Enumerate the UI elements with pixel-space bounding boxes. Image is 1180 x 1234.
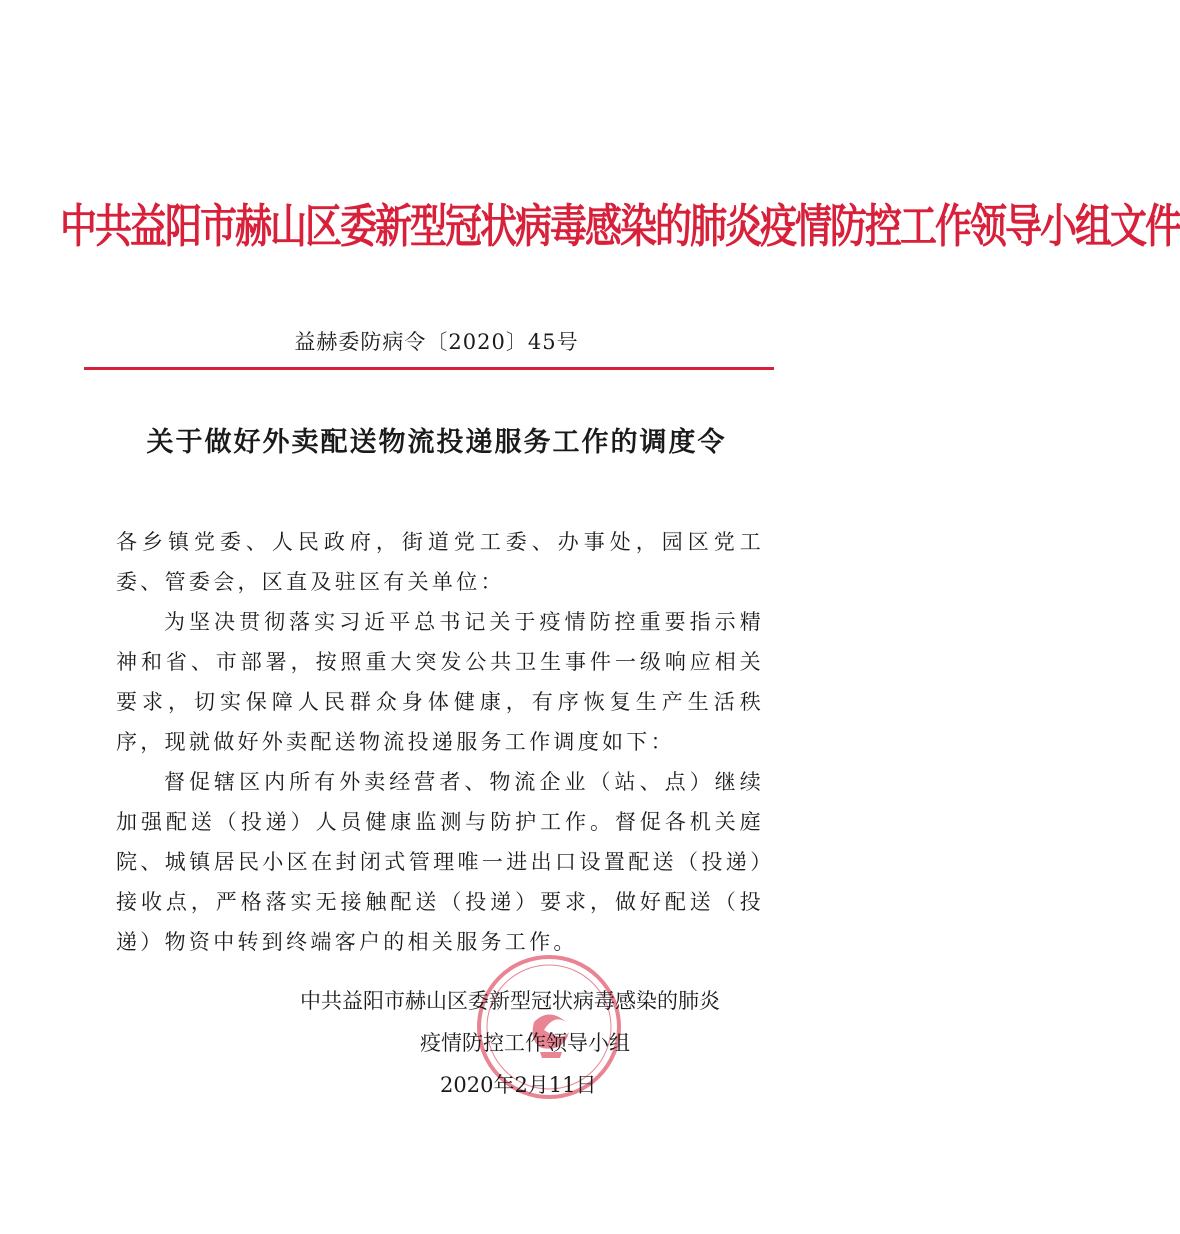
signature-date: 2020年2月11日	[440, 1073, 597, 1097]
body-paragraph-2: 督促辖区内所有外卖经营者、物流企业（站、点）继续加强配送（投递）人员健康监测与防护工作。督促各机关庭院、城镇居民小区在封闭式管理唯一进出口设置配送（投递）接收点，严格落实无接触配送（投递）要求，做好配送（投递）物资中转到终端客户的相关服务工作。	[116, 770, 764, 954]
document-body	[116, 522, 764, 962]
org-header-title: 中共益阳市赫山区委新型冠状病毒感染的肺炎疫情防控工作领导小组文件	[60, 198, 1180, 253]
signature-org-line1: 中共益阳市赫山区委新型冠状病毒感染的肺炎	[300, 989, 720, 1013]
recipients-line: 各乡镇党委、人民政府，街道党工委、办事处，园区党工委、管委会，区直及驻区有关单位：	[116, 530, 764, 594]
signature-block	[300, 980, 760, 1106]
signature-org-line2: 疫情防控工作领导小组	[420, 1031, 630, 1055]
document-number: 益赫委防病令〔2020〕45号	[294, 330, 579, 354]
document-title: 关于做好外卖配送物流投递服务工作的调度令	[146, 427, 727, 458]
red-divider-line	[84, 367, 774, 370]
body-paragraph-1: 为坚决贯彻落实习近平总书记关于疫情防控重要指示精神和省、市部署，按照重大突发公共卫生事件一级响应相关要求，切实保障人民群众身体健康，有序恢复生产生活秩序，现就做好外卖配送物流投递服务工作调度如下：	[116, 610, 764, 754]
